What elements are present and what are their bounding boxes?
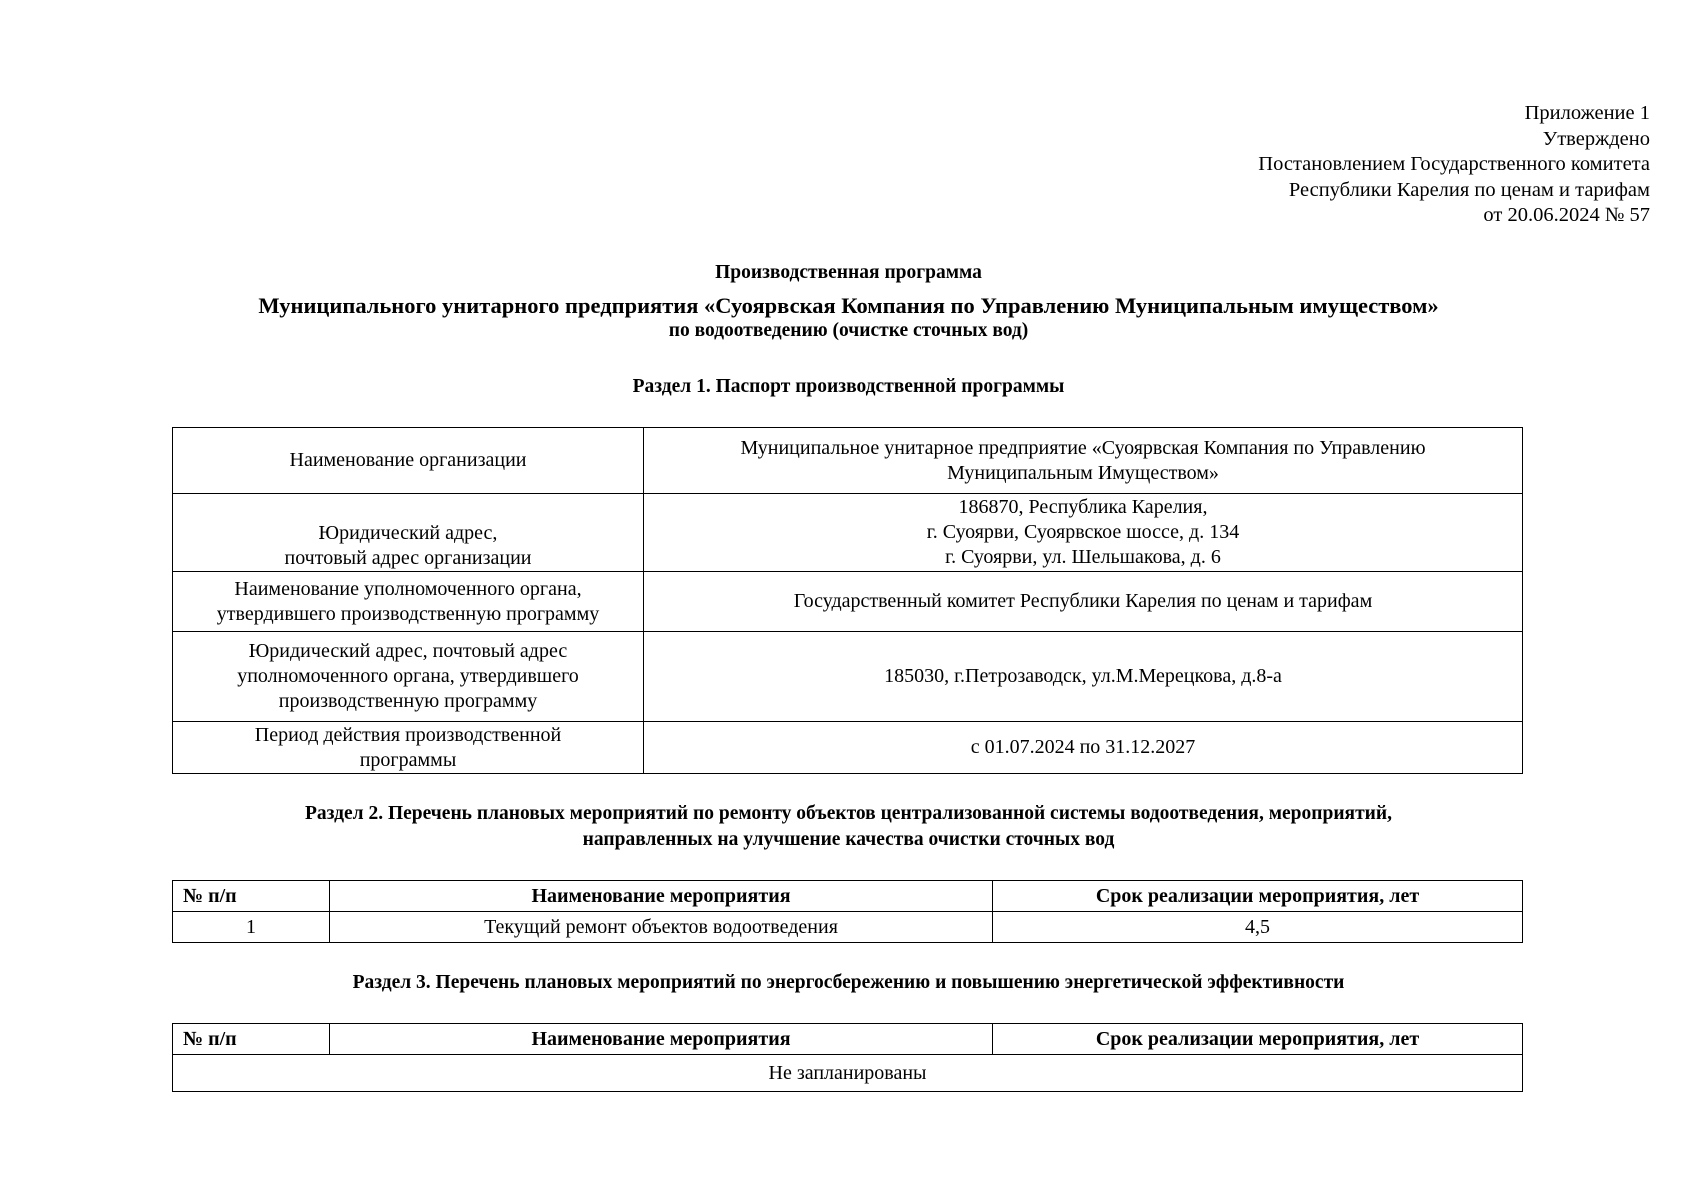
table-row [173, 572, 1523, 632]
empty-note: Не запланированы [173, 1055, 1523, 1092]
passport-value: с 01.07.2024 по 31.12.2027 [644, 722, 1523, 774]
column-header: № п/п [173, 1024, 330, 1055]
table-row [173, 494, 1523, 572]
passport-value: Государственный комитет Республики Карелия по ценам и тарифам [644, 572, 1523, 632]
passport-value: 185030, г.Петрозаводск, ул.М.Мерецкова, д.8-а [644, 632, 1523, 722]
table-header-row [173, 881, 1523, 912]
table-cell: 4,5 [993, 912, 1523, 943]
passport-key: Наименование уполномоченного органа, утвердившего производственную программу [173, 572, 644, 632]
table-row [173, 632, 1523, 722]
organization-title: Муниципального унитарного предприятия «Суоярвская Компания по Управлению Муниципальным имуществом» [258, 293, 1439, 318]
section3-table [172, 1023, 1523, 1092]
passport-key: Юридический адрес, почтовый адрес организации [173, 494, 644, 572]
table-header-row [173, 1024, 1523, 1055]
passport-table [172, 427, 1523, 774]
passport-key: Наименование организации [173, 428, 644, 494]
passport-key: Период действия производственной программы [173, 722, 644, 774]
section2-heading: Раздел 2. Перечень плановых мероприятий по ремонту объектов централизованной системы водоотведения, мероприятий, направленных на улучшение качества очистки сточных вод [304, 803, 1393, 850]
table-row [173, 428, 1523, 494]
approval-line: Республики Карелия по ценам и тарифам [1288, 178, 1650, 201]
passport-value: Муниципальное унитарное предприятие «Суоярвская Компания по Управлению Муниципальным Имуществом» [644, 428, 1523, 494]
table-cell: Текущий ремонт объектов водоотведения [330, 912, 993, 943]
program-subject: по водоотведению (очистке сточных вод) [668, 320, 1029, 341]
table-row [173, 722, 1523, 774]
approval-line: Постановлением Государственного комитета [1258, 153, 1650, 175]
approval-date: от 20.06.2024 № 57 [1483, 204, 1650, 226]
column-header: Наименование мероприятия [330, 1024, 993, 1055]
approval-line: Утверждено [1542, 127, 1650, 150]
column-header: № п/п [173, 881, 330, 912]
approval-block [1258, 101, 1650, 229]
table-row [173, 1055, 1523, 1092]
approval-line: Приложение 1 [1524, 102, 1650, 124]
section3-heading: Раздел 3. Перечень плановых мероприятий по энергосбережению и повышению энергетической эффективности [352, 972, 1345, 993]
column-header: Срок реализации мероприятия, лет [993, 881, 1523, 912]
table-cell: 1 [173, 912, 330, 943]
document-title: Производственная программа [715, 262, 982, 283]
section2-table [172, 880, 1523, 943]
passport-key: Юридический адрес, почтовый адрес уполномоченного органа, утвердившего производственную программу [173, 632, 644, 722]
column-header: Наименование мероприятия [330, 881, 993, 912]
column-header: Срок реализации мероприятия, лет [993, 1024, 1523, 1055]
passport-value: 186870, Республика Карелия, г. Суоярви, Суоярвское шоссе, д. 134 г. Суоярви, ул. Шельшакова, д. 6 [644, 494, 1523, 572]
section1-heading: Раздел 1. Паспорт производственной программы [632, 376, 1065, 397]
table-row [173, 912, 1523, 943]
